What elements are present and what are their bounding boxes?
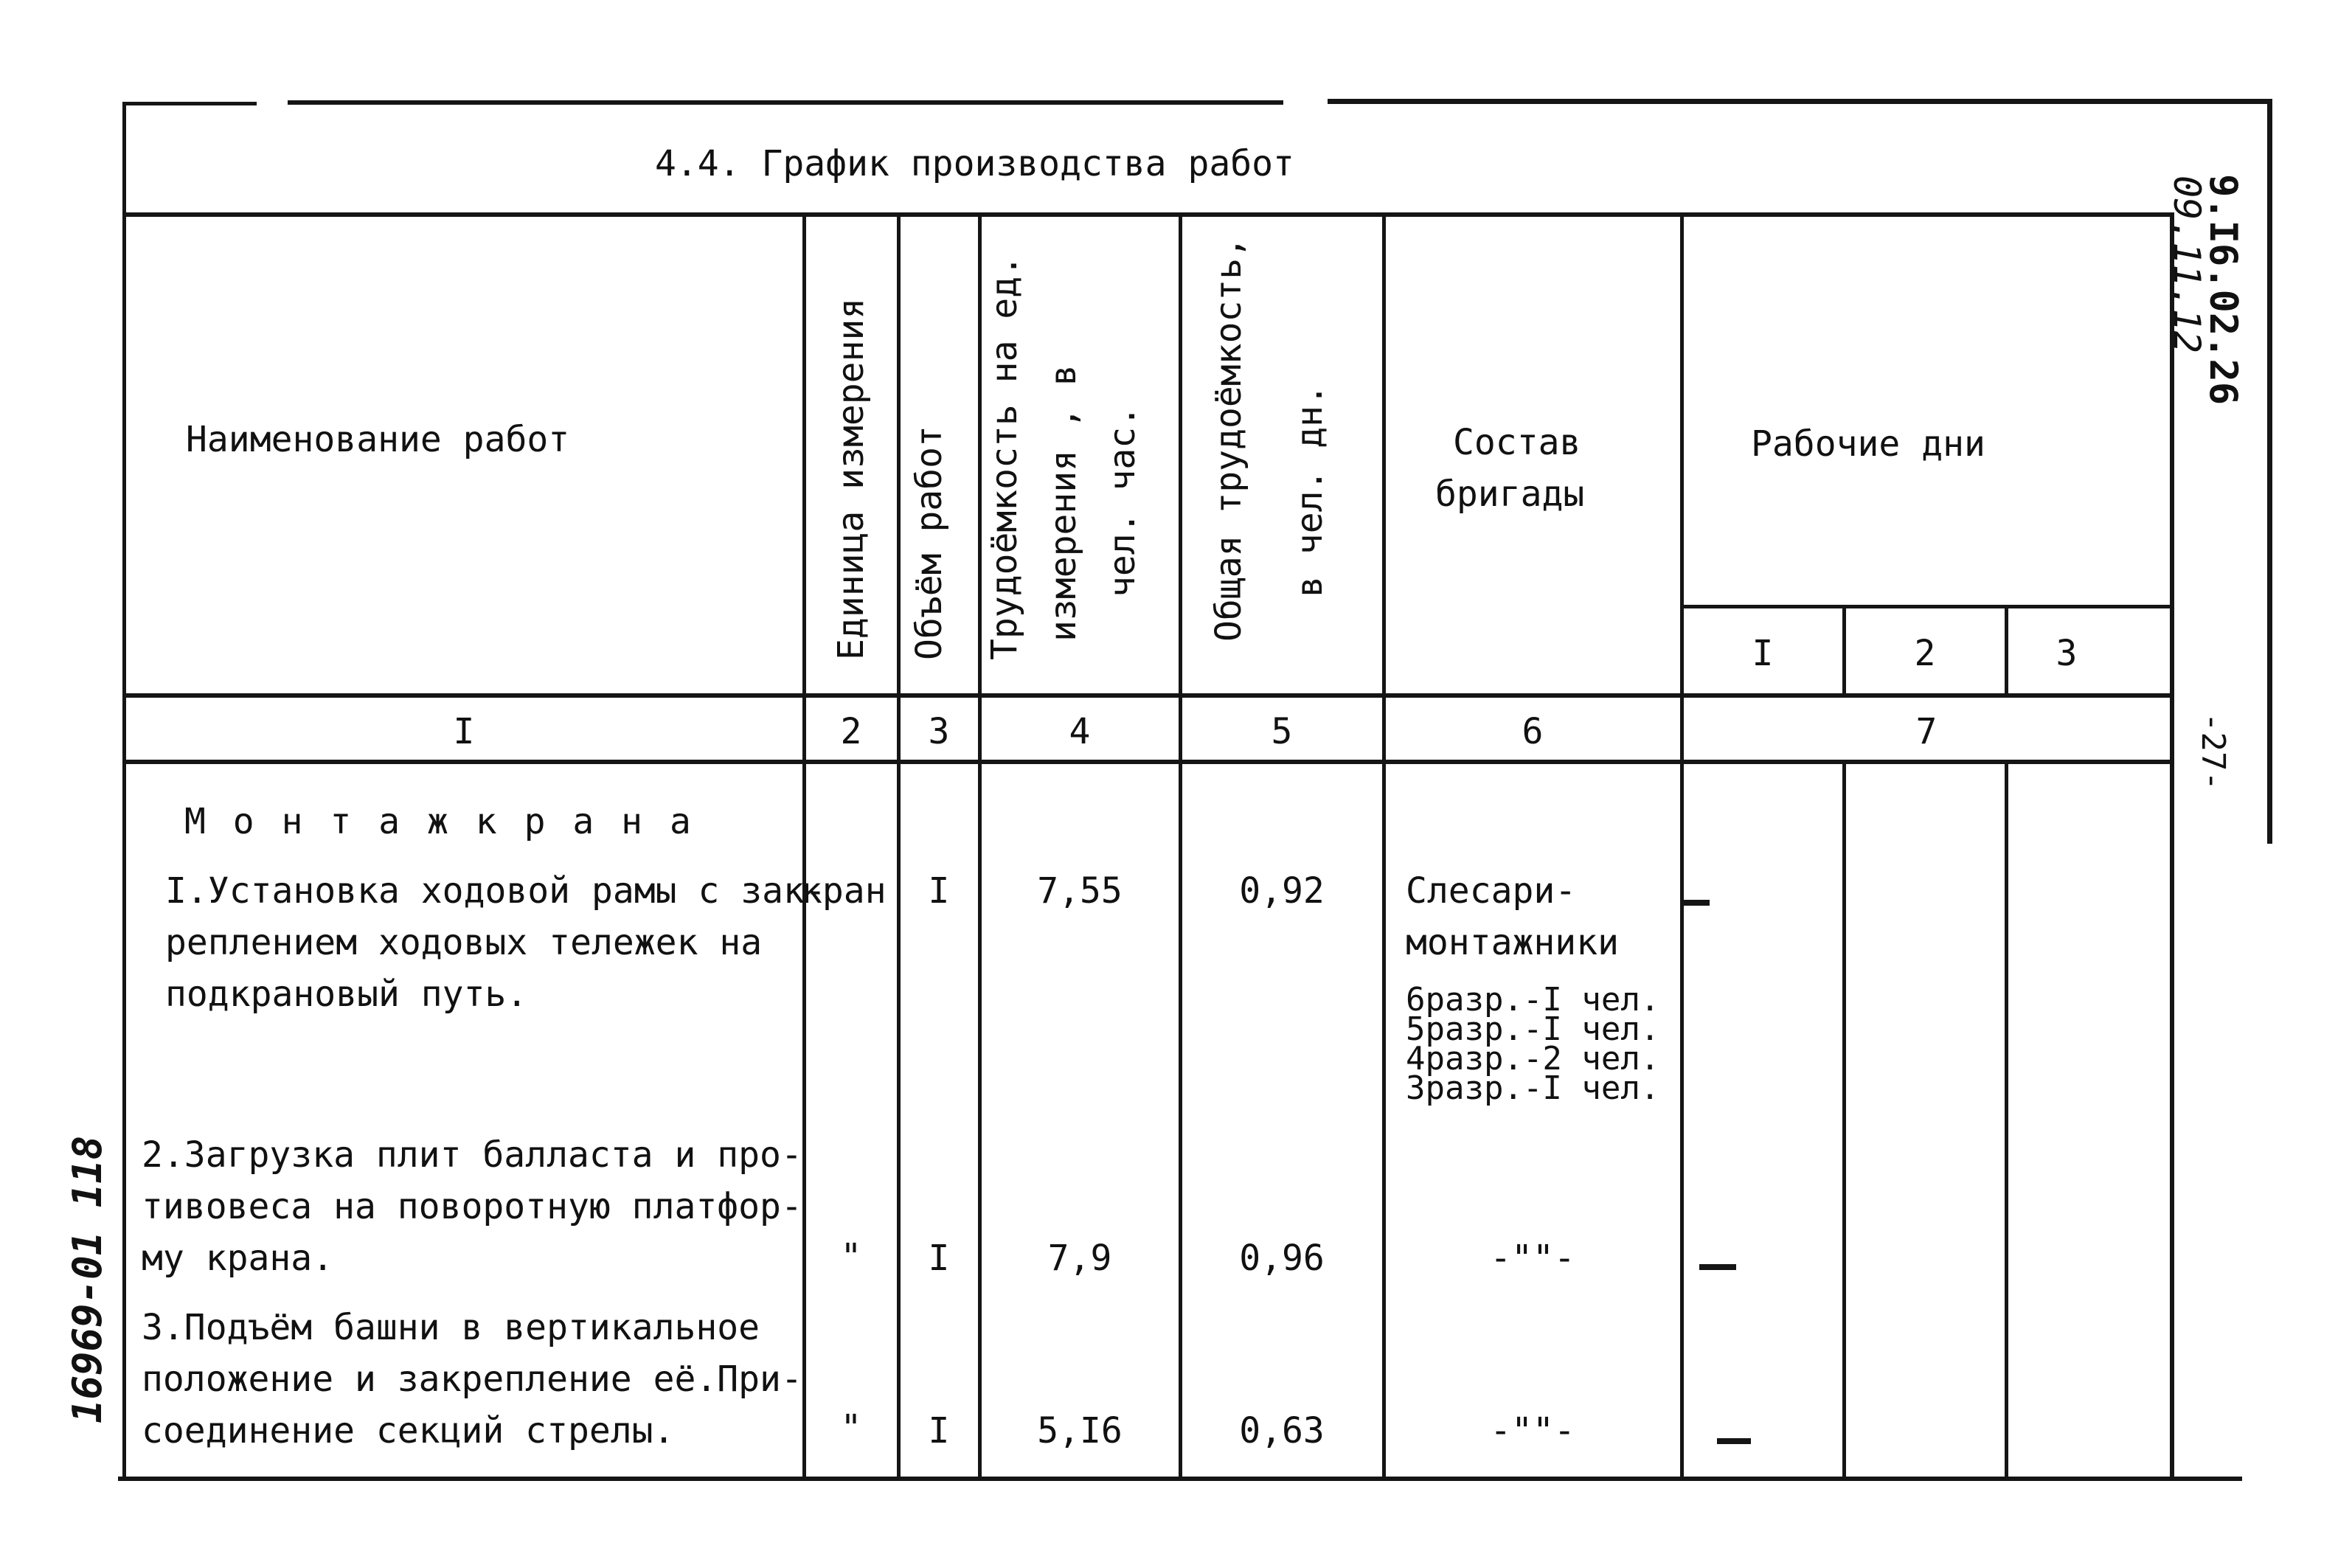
header-volume: Объём работ bbox=[909, 426, 950, 660]
row2-schedule-bar bbox=[1699, 1264, 1736, 1270]
col-number-6: 6 bbox=[1522, 711, 1544, 752]
row1-unit: кран bbox=[801, 870, 887, 912]
header-labor-total-line2: в чел. дн. bbox=[1289, 384, 1331, 597]
header-day-3: 3 bbox=[2056, 633, 2078, 674]
row1-crew-line1: Слесари- bbox=[1406, 870, 1577, 912]
col-number-1: I bbox=[453, 711, 475, 752]
header-labor-per-unit-line3: чел. час. bbox=[1102, 405, 1143, 597]
col-line-8b bbox=[2005, 763, 2008, 1479]
col-line-7b bbox=[1842, 763, 1846, 1479]
row2-volume: I bbox=[928, 1238, 950, 1279]
row2-name-line2: тивовеса на поворотную платфор- bbox=[142, 1186, 802, 1227]
row3-name-line2: положение и закрепление её.При- bbox=[142, 1359, 802, 1400]
header-labor-total-line1: Общая трудоёмкость, bbox=[1208, 236, 1249, 642]
margin-archive-stamp: 16969-01 118 bbox=[64, 1135, 111, 1423]
row1-crew-detail-3: 4разр.-2 чел. bbox=[1406, 1040, 1660, 1078]
frame-top-line-mid bbox=[288, 100, 1283, 105]
header-unit: Единица измерения bbox=[830, 297, 872, 660]
row1-crew-line2: монтажники bbox=[1406, 922, 1619, 963]
row1-crew-detail-4: 3разр.-I чел. bbox=[1406, 1069, 1660, 1107]
header-labor-per-unit-line1: Трудоёмкость на ед. bbox=[984, 254, 1025, 660]
row1-name-line3: подкрановый путь. bbox=[165, 974, 528, 1015]
col-line-3 bbox=[978, 214, 982, 1479]
margin-date: 09.11.12 bbox=[2165, 176, 2208, 353]
margin-doc-code: 9.I6.02.26 bbox=[2201, 174, 2245, 406]
row2-labor-total: 0,96 bbox=[1239, 1238, 1325, 1279]
row2-name-line1: 2.Загрузка плит балласта и про- bbox=[142, 1134, 802, 1176]
row3-name-line1: 3.Подъём башни в вертикальное bbox=[142, 1307, 760, 1348]
row3-labor-per-unit: 5,I6 bbox=[1037, 1410, 1123, 1451]
col-line-right bbox=[2170, 214, 2174, 1479]
row3-name-line3: соединение секций стрелы. bbox=[142, 1410, 675, 1451]
col-line-1 bbox=[802, 214, 806, 1479]
frame-top-line-left bbox=[124, 102, 257, 105]
frame-top-line-right bbox=[1328, 99, 2272, 104]
row1-labor-total: 0,92 bbox=[1239, 870, 1325, 912]
row1-crew-detail-1: 6разр.-I чел. bbox=[1406, 981, 1660, 1019]
numbers-bottom-border bbox=[122, 760, 2174, 764]
col-number-3: 3 bbox=[928, 711, 950, 752]
row3-unit: " bbox=[840, 1407, 862, 1449]
header-top-border bbox=[122, 212, 2174, 217]
header-day-2: 2 bbox=[1914, 633, 1936, 674]
col-line-4 bbox=[1179, 214, 1182, 1479]
row2-crew: -""- bbox=[1490, 1238, 1575, 1279]
section-title: М о н т а ж к р а н а bbox=[184, 801, 694, 842]
frame-right-line bbox=[2267, 99, 2272, 844]
row2-labor-per-unit: 7,9 bbox=[1047, 1238, 1112, 1279]
header-name: Наименование работ bbox=[186, 419, 570, 460]
row2-unit: " bbox=[840, 1236, 862, 1277]
header-day-1: I bbox=[1752, 633, 1774, 674]
col-number-5: 5 bbox=[1271, 711, 1293, 752]
col-line-2 bbox=[897, 214, 901, 1479]
row1-crew-detail-2: 5разр.-I чел. bbox=[1406, 1010, 1660, 1048]
header-crew-line2: бригады bbox=[1435, 473, 1585, 515]
frame-left-line bbox=[122, 102, 126, 1481]
col-number-4: 4 bbox=[1069, 711, 1091, 752]
col-number-2: 2 bbox=[840, 711, 862, 752]
row2-name-line3: му крана. bbox=[142, 1238, 334, 1279]
col-line-5 bbox=[1382, 214, 1386, 1479]
col-number-7: 7 bbox=[1915, 711, 1938, 752]
workdays-subheader-line bbox=[1683, 605, 2174, 608]
row1-schedule-bar bbox=[1683, 900, 1710, 906]
margin-page-number: -27- bbox=[2194, 712, 2232, 791]
row1-name-line1: I.Установка ходовой рамы с зак- bbox=[165, 870, 826, 912]
row1-volume: I bbox=[928, 870, 950, 912]
header-bottom-border bbox=[122, 693, 2174, 698]
row1-labor-per-unit: 7,55 bbox=[1037, 870, 1123, 912]
header-crew-line1: Состав bbox=[1453, 422, 1581, 463]
page-title: 4.4. График производства работ bbox=[655, 143, 1294, 184]
row3-volume: I bbox=[928, 1410, 950, 1451]
row1-name-line2: реплением ходовых тележек на bbox=[165, 922, 763, 963]
row3-schedule-bar bbox=[1717, 1438, 1751, 1444]
col-line-6 bbox=[1680, 214, 1684, 1479]
row3-labor-total: 0,63 bbox=[1239, 1410, 1325, 1451]
header-workdays: Рабочие дни bbox=[1751, 423, 1985, 465]
header-labor-per-unit-line2: измерения , в bbox=[1043, 364, 1084, 642]
row3-crew: -""- bbox=[1490, 1410, 1575, 1451]
